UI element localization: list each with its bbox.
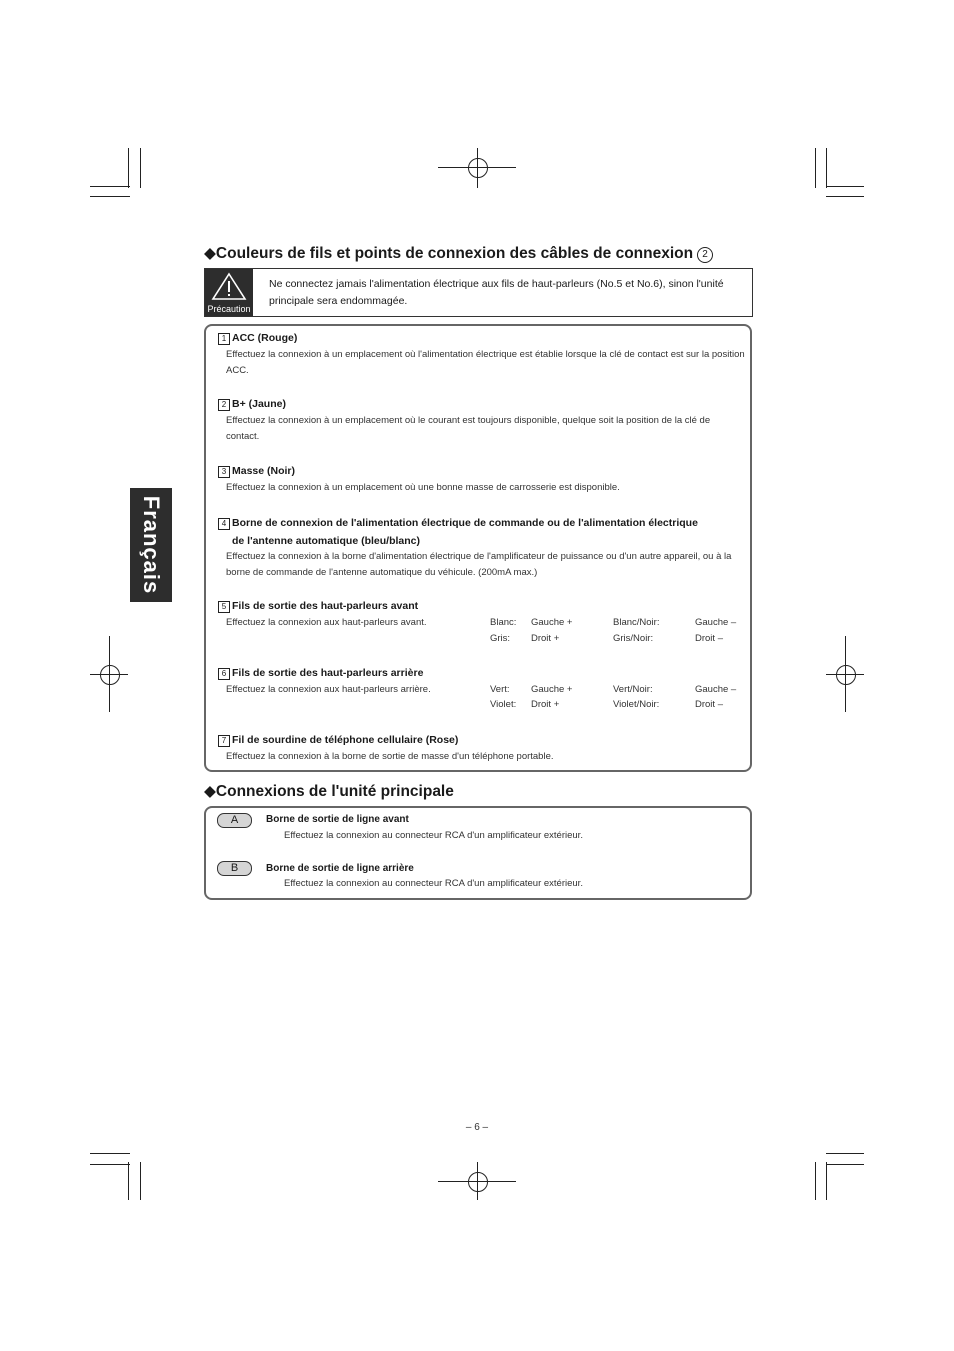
item-number: 7 bbox=[218, 735, 230, 747]
wire-item-title: 2 B+ (Jaune) bbox=[218, 398, 286, 411]
wire-polarity: Droit + bbox=[531, 633, 560, 644]
wire-polarity: Gauche – bbox=[695, 684, 737, 695]
wire-color: Blanc/Noir: bbox=[613, 617, 660, 628]
caution-box bbox=[204, 268, 753, 317]
section-title-main-unit: ◆Connexions de l'unité principale bbox=[204, 783, 454, 800]
circled-number: 2 bbox=[697, 247, 713, 263]
terminal-desc: Effectuez la connexion au connecteur RCA d'un amplificateur extérieur. bbox=[284, 878, 583, 889]
item-number: 3 bbox=[218, 466, 230, 478]
item-number: 5 bbox=[218, 601, 230, 613]
wire-item-title: 1 ACC (Rouge) bbox=[218, 332, 297, 345]
wire-item-desc: Effectuez la connexion à la borne d'alimentation électrique de l'amplificateur de puissance ou d'un autre appareil, ou à la borne de commande de l'antenne automatique du véhicule. (200mA max.) bbox=[226, 551, 732, 578]
page-number: – 6 – bbox=[465, 1122, 489, 1133]
wire-item-desc: Effectuez la connexion à un emplacement où le courant est toujours disponible, quelque soit la position de la clé de contact. bbox=[226, 415, 711, 442]
terminal-title: Borne de sortie de ligne arrière bbox=[266, 863, 414, 874]
item-number: 1 bbox=[218, 333, 230, 345]
wire-item-desc: Effectuez la connexion à un emplacement où l'alimentation électrique est établie lorsque la clé de contact est sur la position ACC. bbox=[226, 349, 745, 376]
wire-polarity: Gauche – bbox=[695, 617, 737, 628]
wire-color: Blanc: bbox=[490, 617, 517, 628]
wire-item-desc: Effectuez la connexion à un emplacement où une bonne masse de carrosserie est disponible. bbox=[226, 482, 620, 493]
wire-item-title: 3 Masse (Noir) bbox=[218, 465, 295, 478]
wire-item-title: 6 Fils de sortie des haut-parleurs arrière bbox=[218, 667, 423, 680]
wire-polarity: Droit – bbox=[695, 699, 723, 710]
caution-label: Précaution bbox=[207, 304, 251, 314]
language-tab bbox=[130, 488, 172, 602]
wire-color: Vert: bbox=[490, 684, 510, 695]
warning-triangle-icon bbox=[205, 269, 253, 303]
wire-item-desc: Effectuez la connexion à la borne de sortie de masse d'un téléphone portable. bbox=[226, 751, 554, 762]
wire-color: Violet/Noir: bbox=[613, 699, 660, 710]
wire-polarity: Gauche + bbox=[531, 684, 573, 695]
wire-item-title: 7 Fil de sourdine de téléphone cellulaire (Rose) bbox=[218, 734, 458, 747]
section-title-wire-colors: ◆Couleurs de fils et points de connexion des câbles de connexion 2 bbox=[204, 244, 713, 263]
wire-color: Vert/Noir: bbox=[613, 684, 653, 695]
wire-color: Gris: bbox=[490, 633, 511, 644]
terminal-badge-b: B bbox=[217, 861, 252, 876]
wire-item-title: 5 Fils de sortie des haut-parleurs avant bbox=[218, 600, 418, 613]
caution-icon bbox=[205, 269, 253, 316]
wire-color: Violet: bbox=[490, 699, 517, 710]
wire-polarity: Droit – bbox=[695, 633, 723, 644]
wire-item-desc: Effectuez la connexion aux haut-parleurs avant. bbox=[226, 617, 427, 628]
terminal-desc: Effectuez la connexion au connecteur RCA d'un amplificateur extérieur. bbox=[284, 830, 583, 841]
caution-text: Ne connectez jamais l'alimentation électrique aux fils de haut-parleurs (No.5 et No.6), sinon l'unité principale sera endommagée. bbox=[269, 278, 724, 307]
terminal-title: Borne de sortie de ligne avant bbox=[266, 814, 409, 825]
language-tab-label: Français bbox=[139, 495, 164, 595]
wire-color: Gris/Noir: bbox=[613, 633, 654, 644]
wire-polarity: Gauche + bbox=[531, 617, 573, 628]
wire-item-desc: Effectuez la connexion aux haut-parleurs arrière. bbox=[226, 684, 431, 695]
wire-list-box bbox=[204, 324, 752, 772]
wire-polarity: Droit + bbox=[531, 699, 560, 710]
item-number: 2 bbox=[218, 399, 230, 411]
item-number: 6 bbox=[218, 668, 230, 680]
wire-item-title-line2: de l'antenne automatique (bleu/blanc) bbox=[232, 535, 421, 547]
wire-item-title: 4 Borne de connexion de l'alimentation électrique de commande ou de l'alimentation électrique bbox=[218, 517, 698, 530]
terminal-badge-a: A bbox=[217, 813, 252, 828]
item-number: 4 bbox=[218, 518, 230, 530]
